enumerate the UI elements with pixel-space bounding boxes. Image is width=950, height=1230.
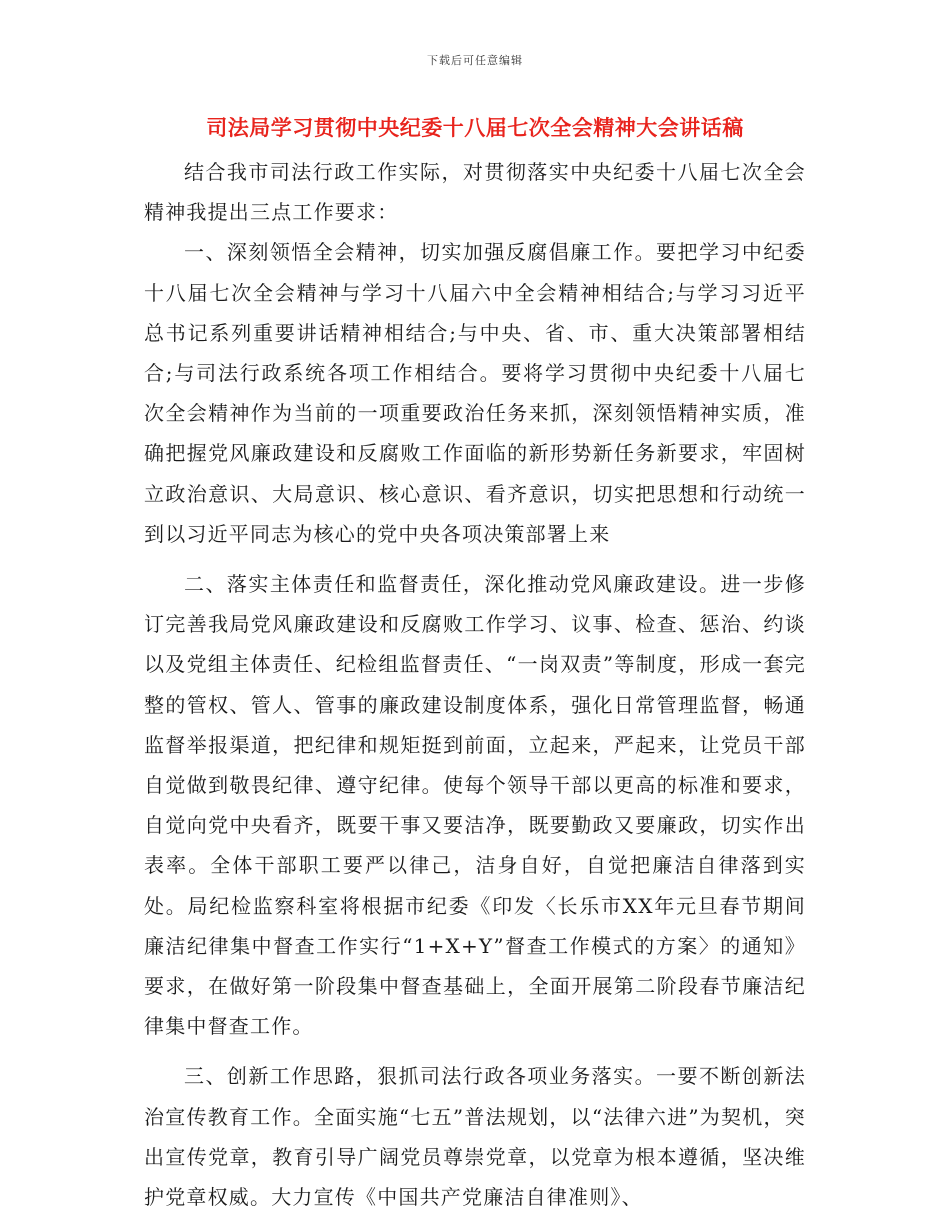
header-note: 下载后可任意编辑 <box>427 54 523 67</box>
paragraph-intro: 结合我市司法行政工作实际，对贯彻落实中央纪委十八届七次全会精神我提出三点工作要求： <box>144 160 806 225</box>
paragraph-point-one: 一、深刻领悟全会精神，切实加强反腐倡廉工作。要把学习中纪委十八届七次全会精神与学习十八届六中全会精神相结合;与学习习近平总书记系列重要讲话精神相结合;与中央、省、市、重大决策部署相结合;与司法行政系统各项工作相结合。要将学习贯彻中央纪委十八届七次全会精神作为当前的一项重要政治任务来抓，深刻领悟精神实质，准确把握党风廉政建设和反腐败工作面临的新形势新任务新要求，牢固树立政治意识、大局意识、核心意识、看齐意识，切实把思想和行动统一到以习近平同志为核心的党中央各项决策部署上来 <box>144 240 806 546</box>
paragraph-point-three: 三、创新工作思路，狠抓司法行政各项业务落实。一要不断创新法治宣传教育工作。全面实施“七五”普法规划，以“法律六进”为契机，突出宣传党章，教育引导广阔党员尊崇党章，以党章为根本遵循，坚决维护党章权威。大力宣传《中国共产党廉洁自律准则》、 <box>144 1064 806 1210</box>
paragraph-point-two: 二、落实主体责任和监督责任，深化推动党风廉政建设。进一步修订完善我局党风廉政建设和反腐败工作学习、议事、检查、惩治、约谈以及党组主体责任、纪检组监督责任、“一岗双责”等制度，形成一套完整的管权、管人、管事的廉政建设制度体系，强化日常管理监督，畅通监督举报渠道，把纪律和规矩挺到前面，立起来，严起来，让党员干部自觉做到敬畏纪律、遵守纪律。使每个领导干部以更高的标准和要求，自觉向党中央看齐，既要干事又要洁净，既要勤政又要廉政，切实作出表率。全体干部职工要严以律己，洁身自好，自觉把廉洁自律落到实处。局纪检监察科室将根据市纪委《印发〈长乐市XX年元旦春节期间廉洁纪律集中督查工作实行“1+X+Y”督查工作模式的方案〉的通知》要求，在做好第一阶段集中督查基础上，全面开展第二阶段春节廉洁纪律集中督查工作。 <box>144 572 806 1039</box>
document-body <box>144 152 806 1217</box>
document-title: 司法局学习贯彻中央纪委十八届七次全会精神大会讲话稿 <box>206 115 744 140</box>
